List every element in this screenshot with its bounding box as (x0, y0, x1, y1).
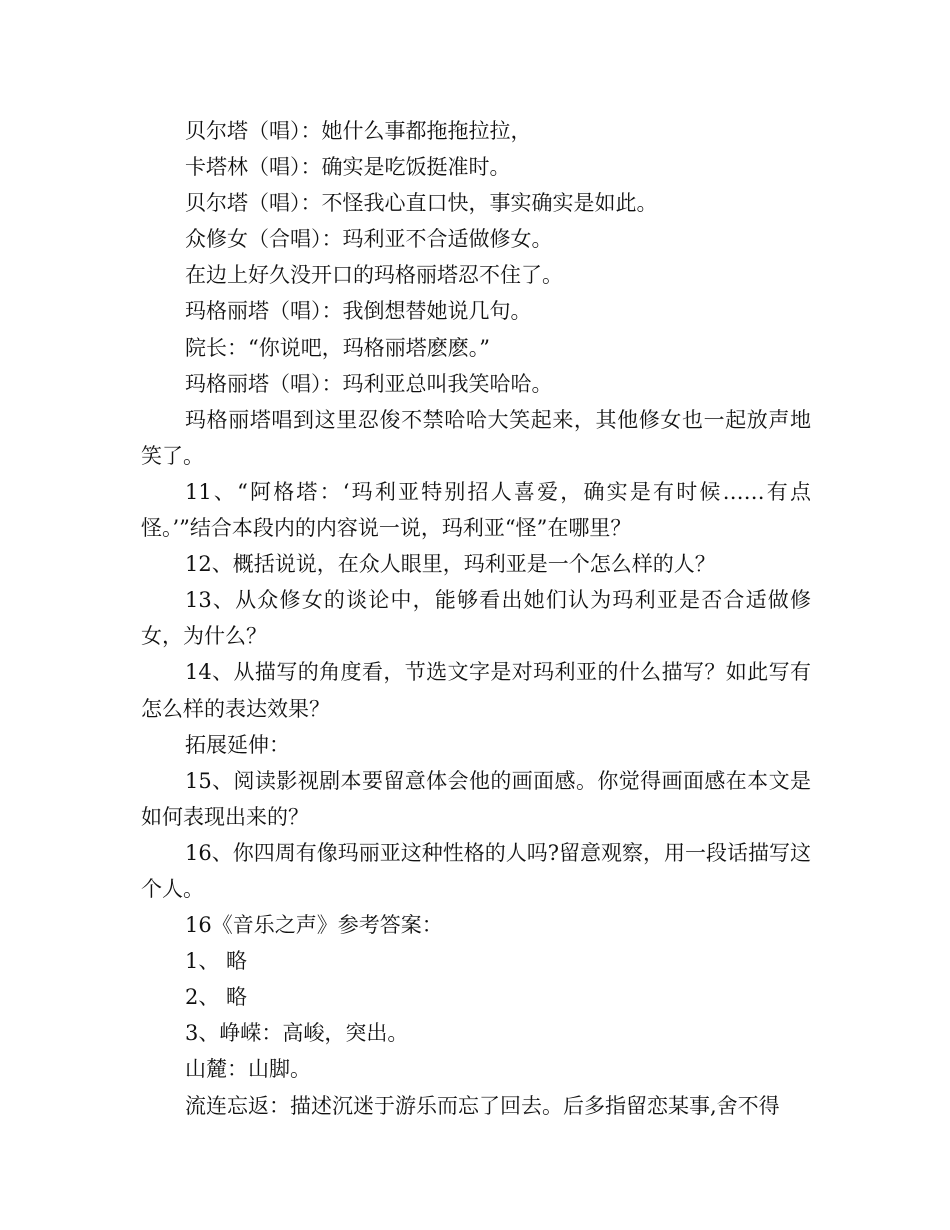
question-15: 15、阅读影视剧本要留意体会他的画面感。你觉得画面感在本文是如何表现出来的？ (141, 768, 811, 829)
document-page (141, 113, 811, 1124)
stage-direction: 玛格丽塔唱到这里忍俊不禁哈哈大笑起来，其他修女也一起放声地笑了。 (141, 407, 811, 468)
script-line: 贝尔塔（唱）：不怪我心直口快，事实确实是如此。 (185, 191, 658, 216)
question-16: 16、你四周有像玛丽亚这种性格的人吗?留意观察，用一段话描写这个人。 (141, 840, 811, 901)
answer-heading: 16《音乐之声》参考答案： (185, 913, 443, 938)
question-13: 13、从众修女的谈论中，能够看出她们认为玛利亚是否合适做修女，为什么？ (141, 588, 811, 649)
question-11: 11、“阿格塔：‘玛利亚特别招人喜爱，确实是有时候……有点怪。’”结合本段内的内容说一说，玛利亚“怪”在哪里？ (141, 479, 811, 541)
script-line: 卡塔林（唱）：确实是吃饭挺准时。 (185, 155, 511, 180)
answer-item: 山麓：山脚。 (185, 1057, 311, 1082)
script-line: 玛格丽塔（唱）：我倒想替她说几句。 (185, 299, 532, 324)
script-line: 院长：“你说吧，玛格丽塔麽麽。” (185, 335, 490, 360)
question-14: 14、从描写的角度看，节选文字是对玛利亚的什么描写？如此写有怎么样的表达效果？ (141, 660, 811, 721)
question-12: 12、概括说说，在众人眼里，玛利亚是一个怎么样的人？ (185, 552, 716, 577)
script-line: 玛格丽塔（唱）：玛利亚总叫我笑哈哈。 (185, 371, 553, 396)
answer-item: 3、峥嵘：高峻，突出。 (185, 1021, 409, 1046)
section-heading: 拓展延伸： (185, 732, 290, 757)
answer-item: 流连忘返：描述沉迷于游乐而忘了回去。后多指留恋某事,舍不得 (185, 1093, 780, 1118)
stage-direction: 在边上好久没开口的玛格丽塔忍不住了。 (185, 263, 563, 288)
script-line: 贝尔塔（唱）：她什么事都拖拖拉拉， (185, 119, 532, 143)
script-line: 众修女（合唱）：玛利亚不合适做修女。 (185, 227, 553, 252)
answer-item: 1、 略 (185, 949, 248, 974)
answer-item: 2、 略 (185, 985, 248, 1010)
